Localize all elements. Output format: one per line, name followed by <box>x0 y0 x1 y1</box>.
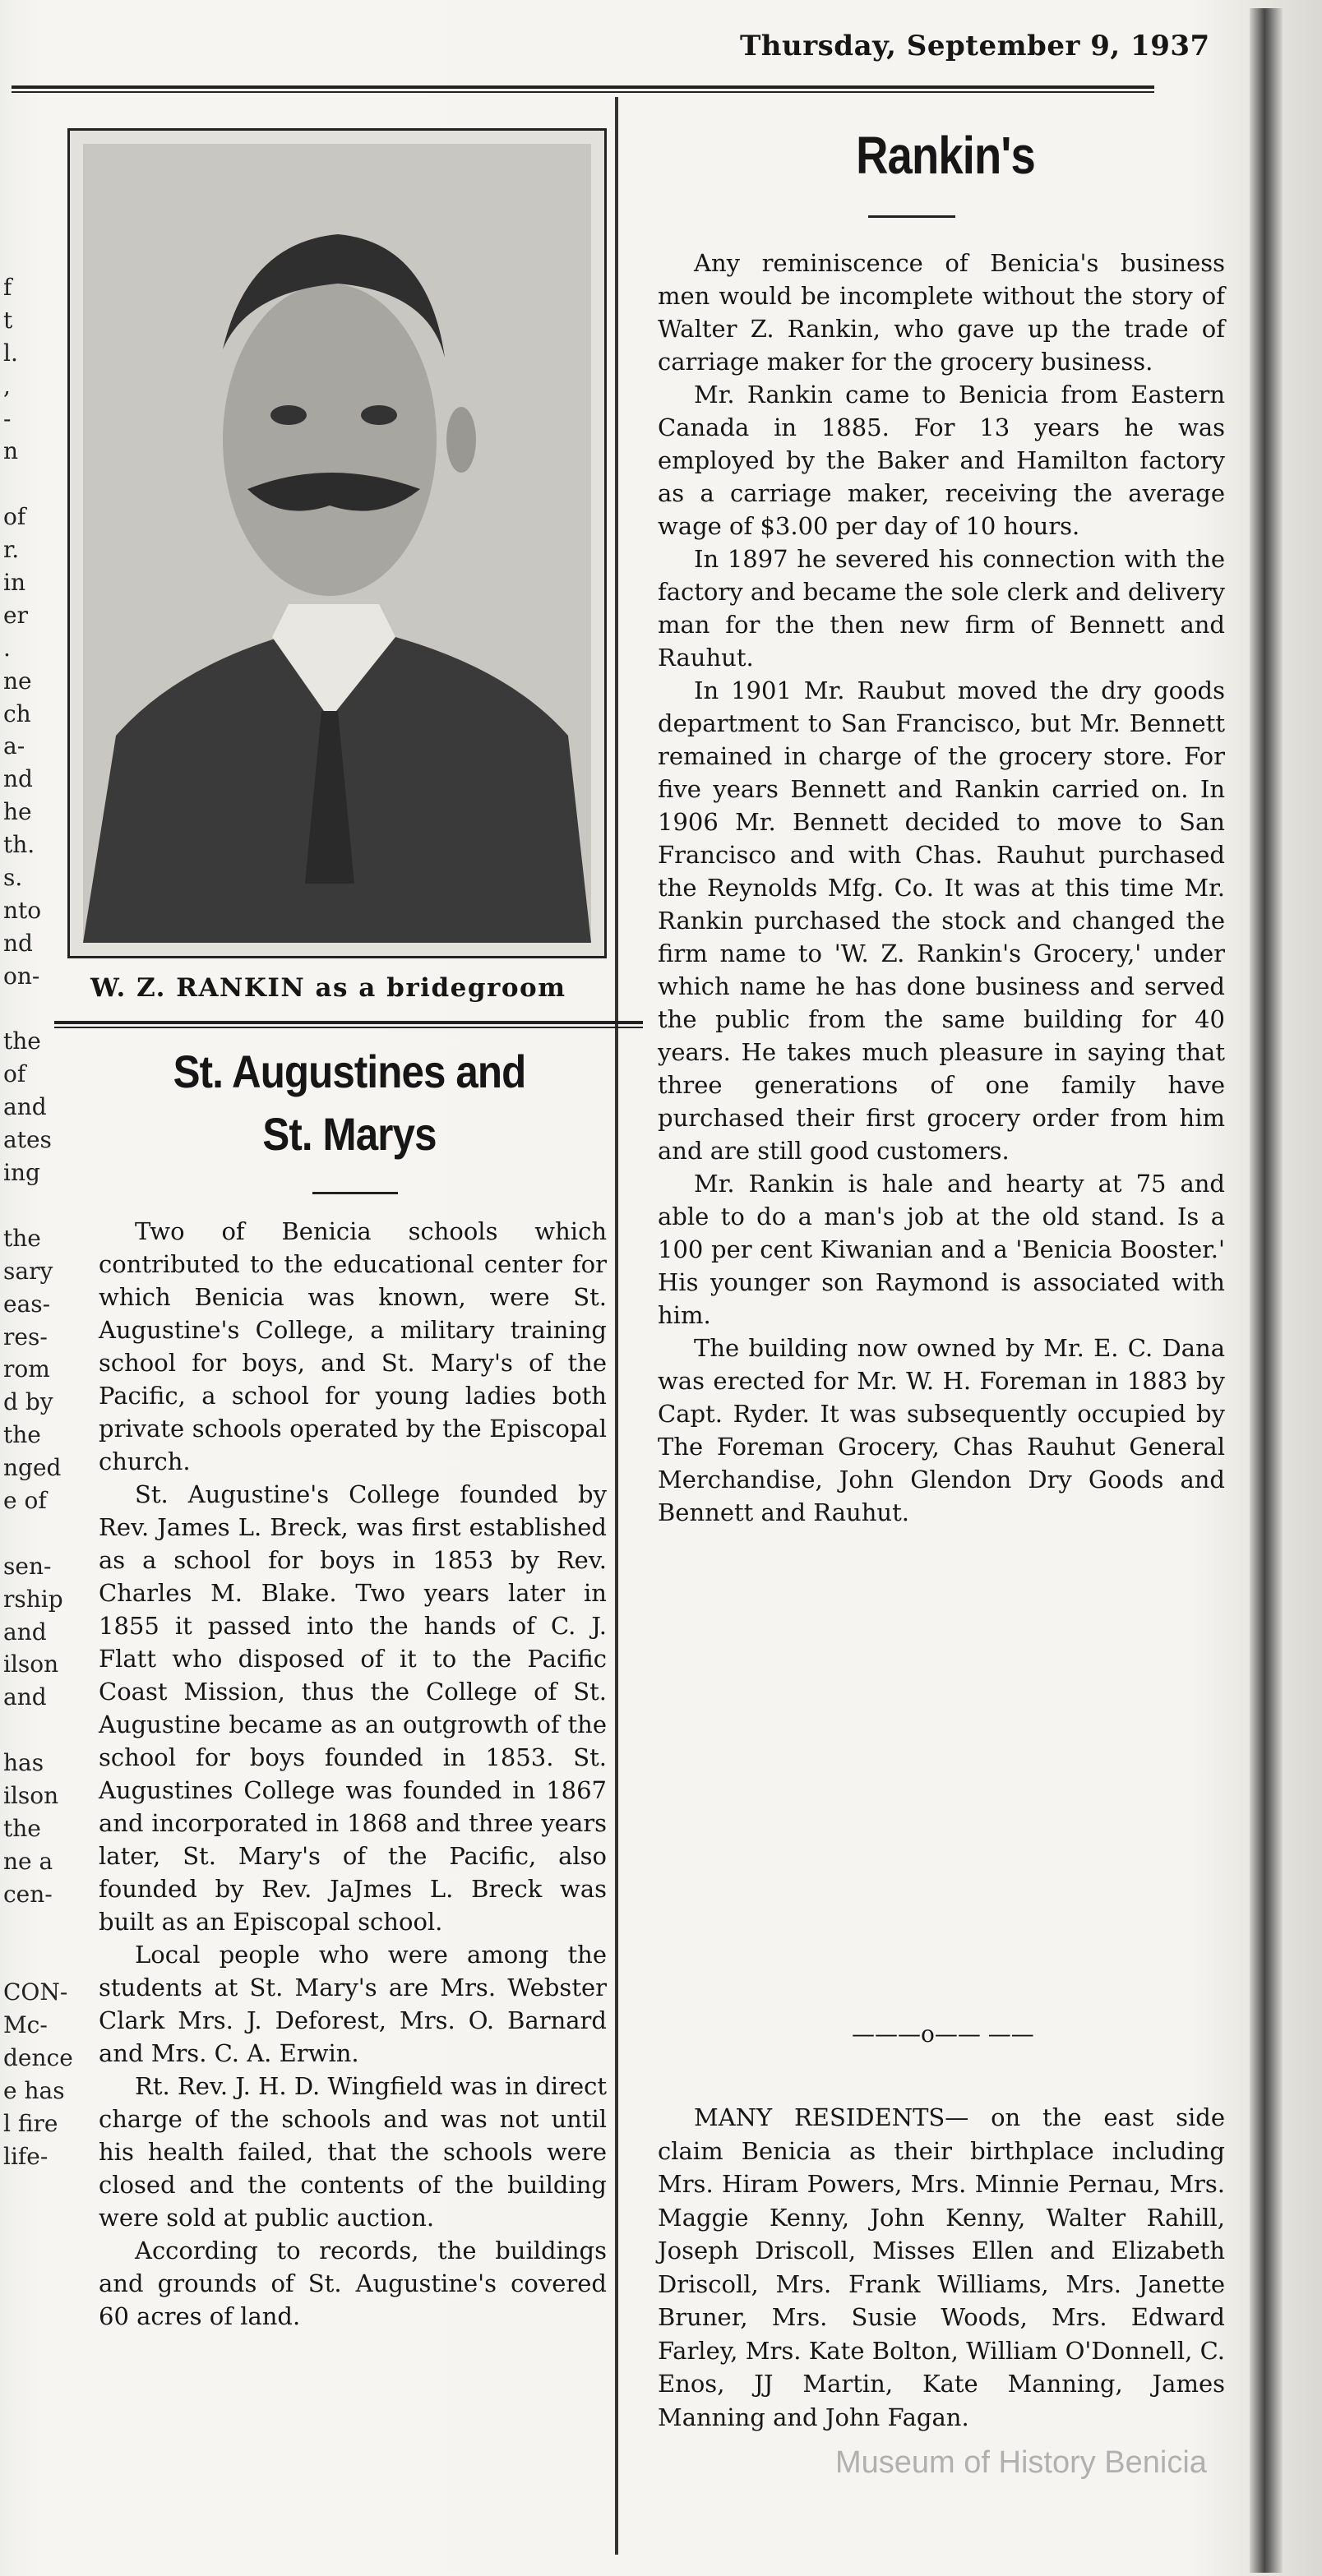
margin-fragment: Mc- <box>3 2011 48 2039</box>
margin-fragment: th. <box>3 831 35 859</box>
right-paragraph: Mr. Rankin is hale and hearty at 75 and able to do a man's job at the old stand. Is a 100 per cent Kiwanian and a 'Benicia Booster.' His younger son Raymond is associated with him. <box>658 1170 1225 1329</box>
residents-lead: MANY RESIDENTS— <box>694 2103 969 2131</box>
margin-fragment: , <box>3 372 11 399</box>
left-margin-fragments <box>3 271 73 2173</box>
margin-fragment: n <box>3 437 19 465</box>
margin-fragment: t <box>3 306 13 334</box>
right-paragraph: Mr. Rankin came to Benicia from Eastern Canada in 1885. For 13 years he was employed by the Baker and Hamilton factory as a carriage maker, receiving the average wage of $3.00 per day of 10 hours. <box>658 381 1225 540</box>
margin-fragment: the <box>3 1814 41 1842</box>
margin-fragment: ne a <box>3 1847 53 1875</box>
margin-fragment: nd <box>3 929 33 957</box>
margin-fragment: life- <box>3 2142 49 2170</box>
margin-fragment: the <box>3 1224 41 1252</box>
right-paragraph: The building now owned by Mr. E. C. Dana was erected for Mr. W. H. Foreman in 1883 by Capt. Ryder. It was subsequently occupied by The Foreman Grocery, Chas Rauhut General Merchandise, John Glendon Dry Goods and Bennett and Rauhut. <box>658 1334 1225 1526</box>
margin-fragment: sary <box>3 1257 53 1285</box>
margin-fragment <box>3 1714 62 1747</box>
left-headline-line-1: St. Augustines and <box>173 1046 526 1097</box>
margin-fragment: ch <box>3 699 31 727</box>
margin-fragment <box>3 1911 62 1944</box>
margin-fragment: ing <box>3 1159 40 1187</box>
portrait-photo <box>83 144 591 943</box>
margin-fragment: of <box>3 1060 26 1088</box>
residents-item <box>658 2101 1225 2434</box>
photo-caption: W. Z. RANKIN as a bridegroom <box>90 973 566 1003</box>
margin-fragment: eas- <box>3 1290 51 1318</box>
margin-fragment: a- <box>3 732 25 760</box>
margin-fragment: nged <box>3 1454 62 1482</box>
right-headline-rule <box>868 215 955 218</box>
margin-fragment: . <box>3 634 11 662</box>
section-separator: ———o—— —— <box>852 2020 1034 2047</box>
left-paragraph: According to records, the buildings and grounds of St. Augustine's covered 60 acres of land. <box>99 2237 607 2330</box>
margin-fragment: on- <box>3 962 40 990</box>
margin-fragment: dence <box>3 2044 73 2072</box>
margin-fragment: ates <box>3 1126 52 1154</box>
margin-fragment: e has <box>3 2076 65 2104</box>
left-story-body <box>99 1215 607 2333</box>
museum-watermark: Museum of History Benicia <box>835 2445 1207 2480</box>
margin-fragment: l. <box>3 339 18 367</box>
margin-fragment: and <box>3 1683 47 1711</box>
portrait-frame <box>67 128 607 958</box>
margin-fragment: and <box>3 1618 47 1646</box>
margin-fragment <box>3 1943 62 1976</box>
margin-fragment: f <box>3 274 12 301</box>
column-divider <box>615 97 618 2555</box>
caption-rule <box>54 1021 643 1028</box>
margin-fragment: of <box>3 503 26 531</box>
margin-fragment: d by <box>3 1388 53 1416</box>
margin-fragment: e of <box>3 1486 47 1514</box>
margin-fragment: and <box>3 1093 47 1121</box>
margin-fragment: has <box>3 1749 44 1777</box>
margin-fragment <box>3 1189 62 1222</box>
left-paragraph: St. Augustine's College founded by Rev. James L. Breck, was first established as a school for boys in 1853 by Rev. Charles M. Blake. Two years later in 1855 it passed into the hands of C. J. Flatt who disposed of it to the Pacific Coast Mission, thus the College of St. Augustine became as an outgrowth of the school for boys founded in 1853. St. Augustines College was founded in 1867 and incorporated in 1868 and three years later, St. Mary's of the Pacific, also founded by Rev. JaJmes L. Breck was built as an Episcopal school. <box>99 1480 607 1936</box>
right-headline: Rankin's <box>856 126 1035 185</box>
left-headline <box>122 1041 577 1166</box>
left-paragraph: Local people who were among the students at St. Mary's are Mrs. Webster Clark Mrs. J. Deforest, Mrs. O. Barnard and Mrs. C. A. Erwin. <box>99 1941 607 2067</box>
margin-fragment: cen- <box>3 1880 53 1908</box>
margin-fragment <box>3 1517 62 1550</box>
left-headline-rule <box>312 1192 398 1194</box>
margin-fragment: rom <box>3 1355 50 1383</box>
margin-fragment: r. <box>3 536 20 564</box>
left-headline-line-2: St. Marys <box>262 1108 437 1160</box>
left-paragraph: Rt. Rev. J. H. D. Wingfield was in direct charge of the schools and was not until his health failed, that the schools were closed and the contents of the building were sold at public auction. <box>99 2072 608 2232</box>
right-paragraph: In 1901 Mr. Raubut moved the dry goods department to San Francisco, but Mr. Bennett remained in charge of the grocery store. For five years Bennett and Rankin carried on. In 1906 Mr. Bennett decided to move to San Francisco and with Chas. Rauhut purchased the Reynolds Mfg. Co. It was at this time Mr. Rankin purchased the stock and changed the firm name to 'W. Z. Rankin's Grocery,' under which name he has done business and served the public from the same building for 40 years. He takes much pleasure in saying that three generations of one family have purchased their first grocery order from him and are still good customers. <box>658 676 1225 1165</box>
page-edge-shadow <box>1250 8 1283 2573</box>
margin-fragment: sen- <box>3 1552 52 1580</box>
right-paragraph: In 1897 he severed his connection with the factory and became the sole clerk and delivery man for the then new firm of Bennett and Rauhut. <box>658 545 1225 672</box>
margin-fragment: er <box>3 601 28 629</box>
left-paragraph: Two of Benicia schools which contributed to the educational center for which Benicia was known, were St. Augustine's College, a military training school for boys, and St. Mary's of the Pacific, a school for young ladies both private schools operated by the Episcopal church. <box>99 1217 607 1475</box>
margin-fragment: rship <box>3 1585 63 1613</box>
margin-fragment: - <box>3 404 12 432</box>
margin-fragment: in <box>3 569 25 597</box>
margin-fragment: l fire <box>3 2109 58 2137</box>
margin-fragment: ne <box>3 667 32 695</box>
margin-fragment: he <box>3 798 32 826</box>
portrait-illustration <box>83 144 591 943</box>
dateline: Thursday, September 9, 1937 <box>740 30 1210 62</box>
margin-fragment: s. <box>3 864 23 892</box>
right-paragraph: Any reminiscence of Benicia's business men would be incomplete without the story of Walter Z. Rankin, who gave up the trade of carriage maker for the grocery business. <box>658 249 1225 376</box>
margin-fragment: the <box>3 1027 41 1055</box>
margin-fragment: nto <box>3 896 42 924</box>
masthead-rule <box>12 85 1154 93</box>
margin-fragment: res- <box>3 1323 48 1350</box>
right-story-body <box>658 247 1225 1529</box>
margin-fragment: ilson <box>3 1650 59 1678</box>
margin-fragment: CON- <box>3 1978 68 2006</box>
margin-fragment: ilson <box>3 1781 59 1809</box>
residents-text: on the east side claim Benicia as their birthplace including Mrs. Hiram Powers, Mrs. Minnie Pernau, Mrs. Maggie Kenny, John Kenny, Walter Rahill, Joseph Driscoll, Misses Ellen and Elizabeth Driscoll, Mrs. Frank Williams, Mrs. Janette Bruner, Mrs. Susie Woods, Mrs. Edward Farley, Mrs. Kate Bolton, William O'Donnell, C. Enos, JJ Martin, Kate Manning, James Manning and John Fagan. <box>658 2103 1225 2431</box>
margin-fragment: the <box>3 1421 41 1449</box>
margin-fragment <box>3 468 62 501</box>
margin-fragment: nd <box>3 765 33 793</box>
